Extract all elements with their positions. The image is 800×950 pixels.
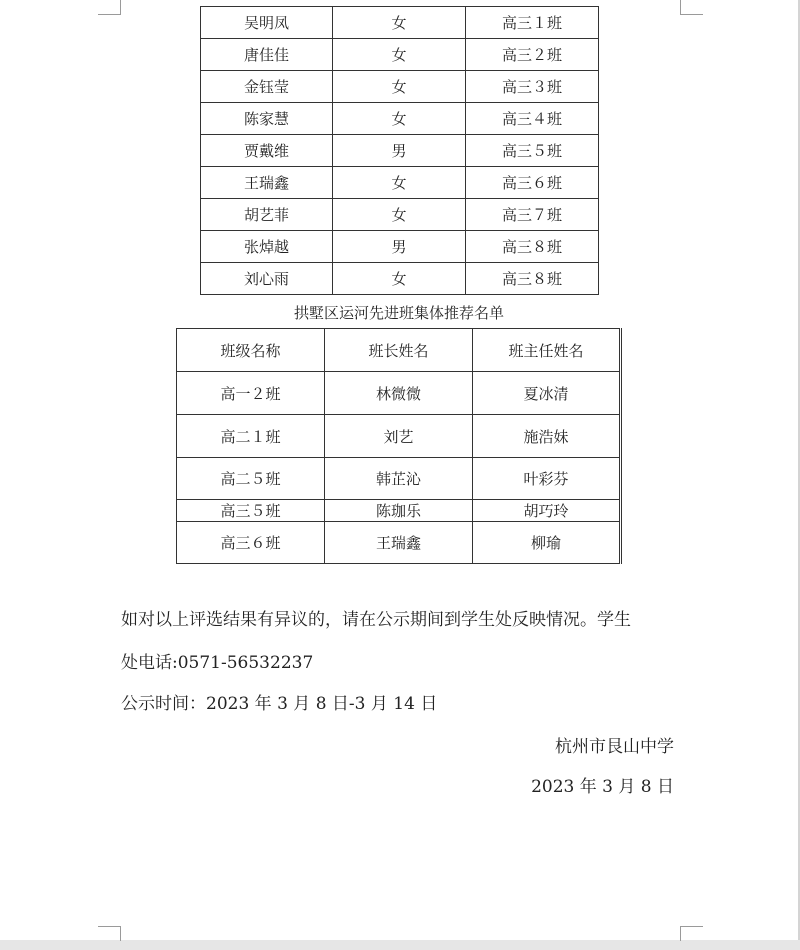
student-list-table [200,6,599,295]
crop-mark-top-left [98,0,121,15]
student-name: 刘心雨 [201,263,333,295]
class-name: 高二５班 [177,458,325,500]
student-name: 金钰莹 [201,71,333,103]
student-gender: 女 [333,263,466,295]
monitor-name: 王瑞鑫 [325,522,473,564]
student-gender: 男 [333,135,466,167]
class-name: 高二１班 [177,415,325,458]
table-row [177,372,621,415]
table-row [201,71,599,103]
monitor-name: 林微微 [325,372,473,415]
table-header-row [177,329,621,372]
issuing-school: 杭州市艮山中学 [555,737,674,757]
header-monitor-name: 班长姓名 [325,329,473,372]
student-class: 高三１班 [466,7,599,39]
student-class: 高三７班 [466,199,599,231]
crop-mark-bottom-right [680,926,703,941]
monitor-name: 韩芷沁 [325,458,473,500]
student-class: 高三８班 [466,231,599,263]
table-row [201,7,599,39]
crop-mark-bottom-left [98,926,121,941]
table-row [201,135,599,167]
monitor-name: 陈珈乐 [325,500,473,522]
student-gender: 女 [333,7,466,39]
class-name: 高三５班 [177,500,325,522]
class-name: 高一２班 [177,372,325,415]
student-class: 高三２班 [466,39,599,71]
table-row [177,500,621,522]
student-name: 胡艺菲 [201,199,333,231]
teacher-name: 柳瑜 [473,522,621,564]
student-class: 高三８班 [466,263,599,295]
teacher-name: 胡巧玲 [473,500,621,522]
table-row [201,263,599,295]
class-name: 高三６班 [177,522,325,564]
publicity-period: 公示时间：2023 年 3 月 8 日-3 月 14 日 [121,694,438,714]
student-name: 吴明凤 [201,7,333,39]
monitor-name: 刘艺 [325,415,473,458]
teacher-name: 夏冰清 [473,372,621,415]
objection-notice-phone: 处电话:0571-56532237 [121,653,314,673]
table-row [201,167,599,199]
table-row [177,522,621,564]
objection-notice-line-1: 如对以上评选结果有异议的，请在公示期间到学生处反映情况。学生 [121,610,631,630]
student-name: 贾戴维 [201,135,333,167]
student-gender: 女 [333,71,466,103]
table-row [177,458,621,500]
student-name: 王瑞鑫 [201,167,333,199]
student-class: 高三４班 [466,103,599,135]
header-class-name: 班级名称 [177,329,325,372]
student-name: 唐佳佳 [201,39,333,71]
issue-date: 2023 年 3 月 8 日 [531,777,674,797]
teacher-name: 施浩妹 [473,415,621,458]
crop-mark-top-right [680,0,703,15]
student-class: 高三５班 [466,135,599,167]
table-row [177,415,621,458]
student-class: 高三３班 [466,71,599,103]
recommend-table-caption: 拱墅区运河先进班集体推荐名单 [293,304,504,322]
student-gender: 女 [333,167,466,199]
student-name: 陈家慧 [201,103,333,135]
teacher-name: 叶彩芬 [473,458,621,500]
header-teacher-name: 班主任姓名 [473,329,621,372]
student-gender: 男 [333,231,466,263]
student-gender: 女 [333,103,466,135]
table-row [201,231,599,263]
table-row [201,39,599,71]
table-row [201,199,599,231]
recommend-table [176,328,622,564]
student-gender: 女 [333,39,466,71]
student-gender: 女 [333,199,466,231]
student-name: 张焯越 [201,231,333,263]
student-class: 高三６班 [466,167,599,199]
table-row [201,103,599,135]
